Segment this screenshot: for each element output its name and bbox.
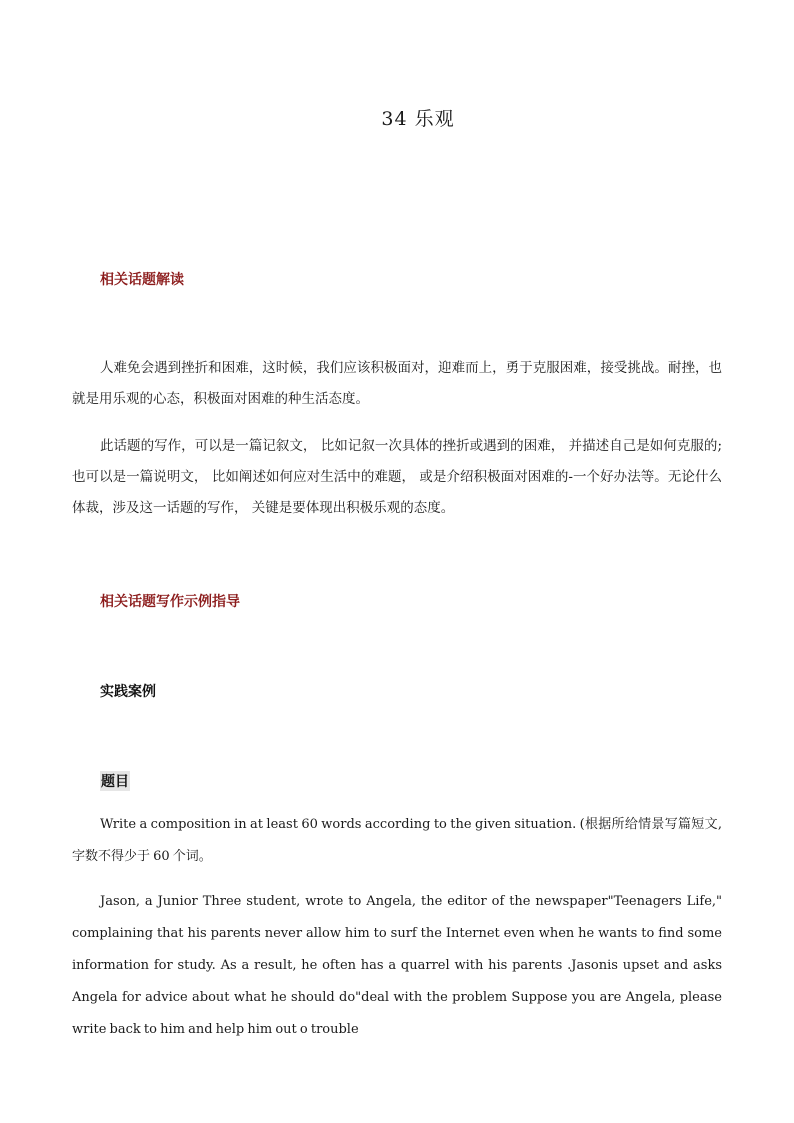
task-situation-paragraph: Jason, a Junior Three student, wrote to Angela, the editor of the newspaper"Teenagers Life," complaining that his parents never allow him to surf the Internet even when he wants to find some information for study. As a result, he often has a quarrel with his parents .Jasonis upset and asks Angela for advice about what he should do"deal with the problem Suppose you are Angela, please write back to him and help him out o trouble	[72, 894, 722, 1037]
section-heading-topic-interpretation: 相关话题解读	[100, 272, 184, 288]
topic-heading: 题目	[100, 771, 130, 791]
intro-paragraph-1: 人难免会遇到挫折和困难，这时候，我们应该积极面对，迎难而上，勇于克服困难，接受挑战。耐挫，也就是用乐观的心态，积极面对困难的种生活态度。	[72, 360, 722, 407]
section-heading-writing-guide: 相关话题写作示例指导	[100, 594, 240, 610]
intro-paragraph-2: 此话题的写作，可以是一篇记叙文， 比如记叙一次具体的挫折或遇到的困难， 并描述自己是如何克服的;也可以是一篇说明文， 比如阐述如何应对生活中的难题， 或是介绍积极面对困难的-一个好办法等。无论什么体裁，涉及这一话题的写作， 关键是要体现出积极乐观的态度。	[72, 438, 722, 516]
task-instruction-paragraph: Write a composition in at least 60 words according to the given situation. (根据所给情景写篇短文,字数不得少于 60 个词。	[72, 817, 722, 864]
practice-case-heading: 实践案例	[100, 684, 156, 700]
page-title: 34 乐观	[381, 108, 455, 130]
